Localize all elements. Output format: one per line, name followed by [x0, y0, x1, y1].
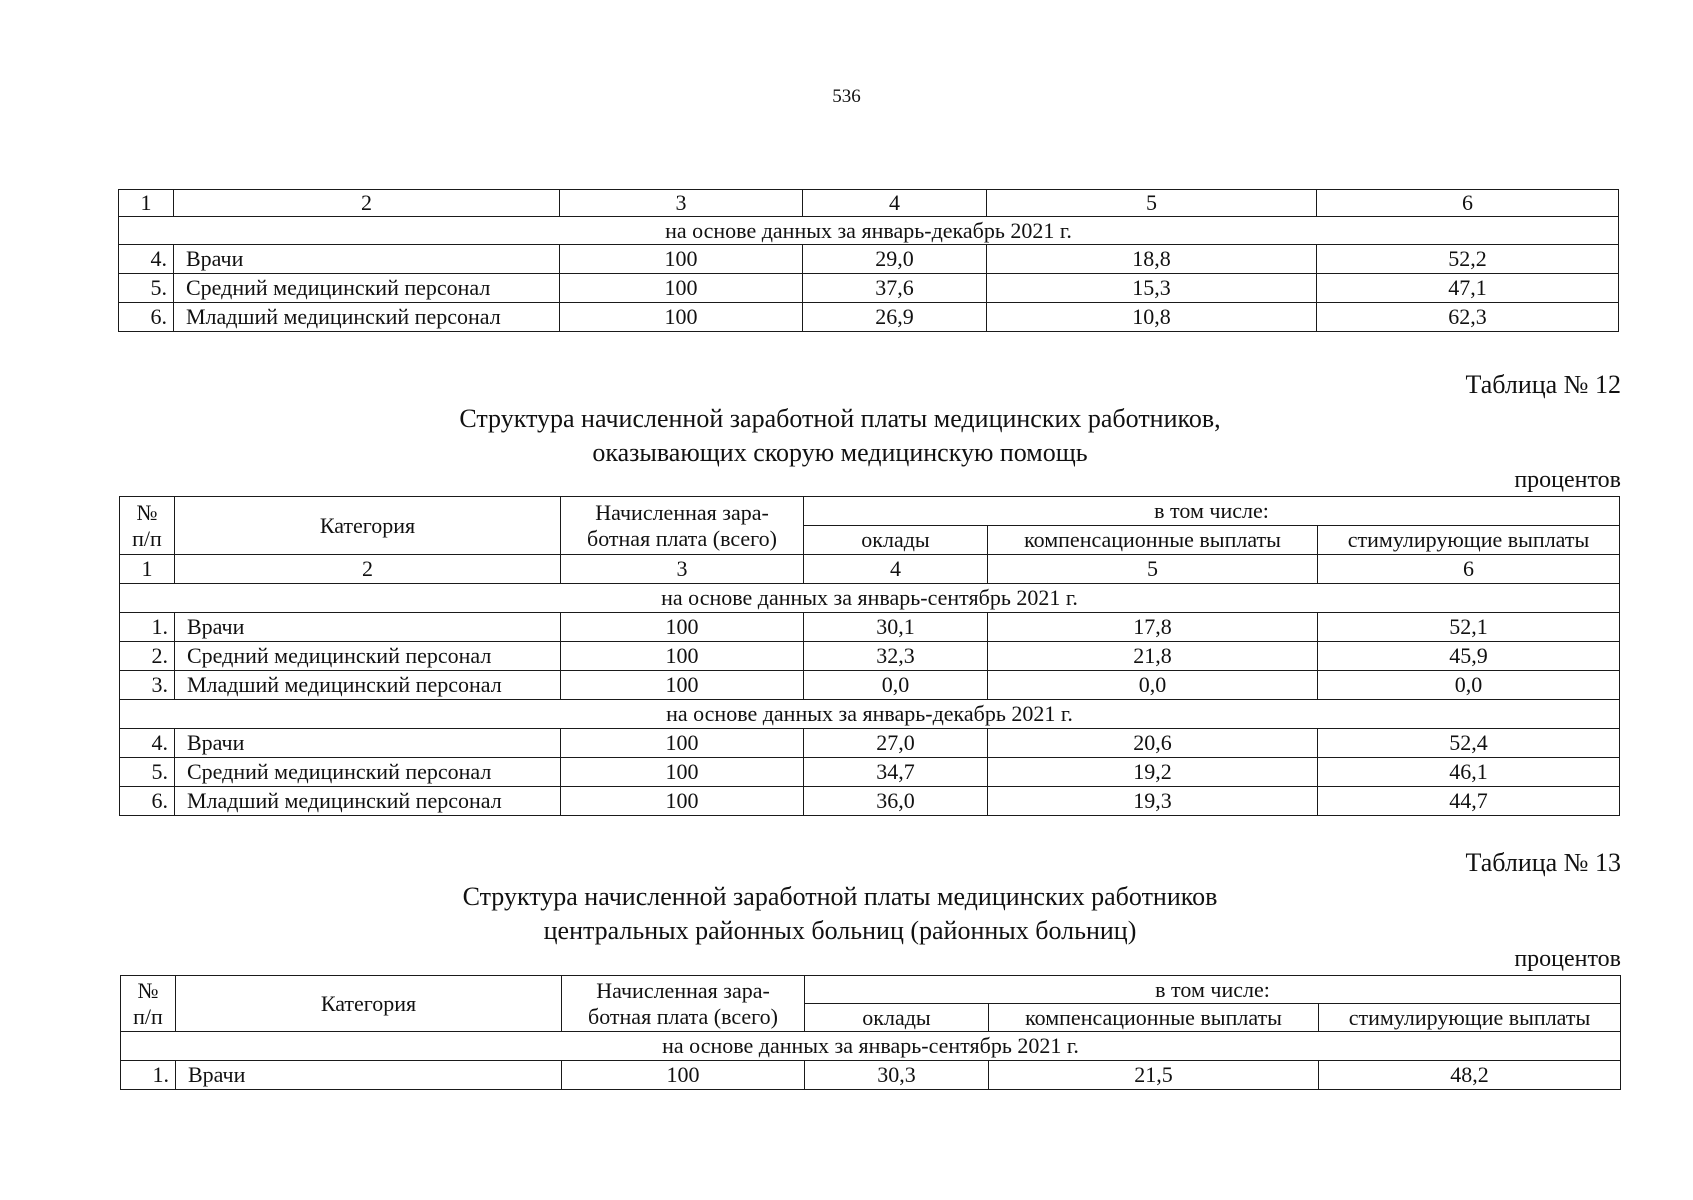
colnum-cell: 2	[174, 190, 560, 217]
section-label: на основе данных за январь-декабрь 2021 г.	[120, 700, 1620, 729]
section-row	[119, 217, 1619, 245]
row-salary: 36,0	[804, 787, 988, 816]
row-total: 100	[562, 1061, 805, 1090]
colnum-cell: 1	[120, 555, 175, 584]
header-salary: оклады	[804, 526, 988, 555]
row-incentive: 52,1	[1318, 613, 1620, 642]
row-compensation: 18,8	[987, 245, 1317, 274]
table-row	[120, 642, 1620, 671]
row-salary: 32,3	[804, 642, 988, 671]
table-row	[120, 671, 1620, 700]
row-category: Врачи	[176, 1061, 562, 1090]
header-salary: оклады	[805, 1004, 989, 1032]
table-13-number: Таблица № 13	[1465, 848, 1621, 877]
table-row	[120, 613, 1620, 642]
row-salary: 29,0	[803, 245, 987, 274]
colnum-cell: 3	[561, 555, 804, 584]
row-index: 5.	[120, 758, 175, 787]
row-total: 100	[560, 245, 803, 274]
row-category: Средний медицинский персонал	[174, 274, 560, 303]
header-number-line1: №	[137, 978, 159, 1004]
colnum-cell: 4	[803, 190, 987, 217]
colnum-cell: 5	[987, 190, 1317, 217]
table-13-title-line2: центральных районных больниц (районных больниц)	[543, 915, 1137, 945]
header-total-line1: Начисленная зара-	[595, 500, 769, 526]
header-incentive: стимулирующие выплаты	[1318, 526, 1620, 555]
row-compensation: 15,3	[987, 274, 1317, 303]
table-12-unit: процентов	[1514, 467, 1621, 493]
table-12-title-line1: Структура начисленной заработной платы медицинских работников,	[459, 404, 1221, 433]
row-incentive: 46,1	[1318, 758, 1620, 787]
colnum-cell: 4	[804, 555, 988, 584]
header-incentive: стимулирующие выплаты	[1319, 1004, 1621, 1032]
row-category: Врачи	[175, 729, 561, 758]
header-category: Категория	[176, 976, 562, 1032]
row-index: 1.	[121, 1061, 176, 1090]
row-compensation: 19,2	[988, 758, 1318, 787]
row-compensation: 17,8	[988, 613, 1318, 642]
colnum-cell: 6	[1317, 190, 1619, 217]
colnum-cell: 6	[1318, 555, 1620, 584]
row-incentive: 52,4	[1318, 729, 1620, 758]
header-including: в том числе:	[805, 976, 1621, 1004]
row-salary: 26,9	[803, 303, 987, 332]
table-row	[119, 303, 1619, 332]
row-total: 100	[561, 787, 804, 816]
section-label: на основе данных за январь-сентябрь 2021 г.	[121, 1032, 1621, 1061]
row-category: Средний медицинский персонал	[175, 758, 561, 787]
header-category: Категория	[175, 497, 561, 555]
row-total: 100	[560, 303, 803, 332]
row-compensation: 21,8	[988, 642, 1318, 671]
row-total: 100	[561, 613, 804, 642]
row-index: 4.	[120, 729, 175, 758]
table-12-number: Таблица № 12	[1465, 370, 1621, 399]
header-total-line1: Начисленная зара-	[596, 978, 770, 1004]
colnum-cell: 5	[988, 555, 1318, 584]
row-compensation: 21,5	[989, 1061, 1319, 1090]
table-13-unit: процентов	[1514, 946, 1621, 972]
row-incentive: 44,7	[1318, 787, 1620, 816]
row-incentive: 62,3	[1317, 303, 1619, 332]
table-row	[120, 729, 1620, 758]
table-row	[119, 274, 1619, 303]
row-salary: 30,1	[804, 613, 988, 642]
row-index: 6.	[119, 303, 174, 332]
row-index: 2.	[120, 642, 175, 671]
row-incentive: 45,9	[1318, 642, 1620, 671]
section-row	[120, 700, 1620, 729]
row-index: 4.	[119, 245, 174, 274]
page-number: 536	[832, 86, 861, 107]
column-number-row	[119, 190, 1619, 217]
header-total-line2: ботная плата (всего)	[587, 525, 777, 551]
row-total: 100	[561, 671, 804, 700]
colnum-cell: 1	[119, 190, 174, 217]
row-compensation: 20,6	[988, 729, 1318, 758]
header-compensation: компенсационные выплаты	[988, 526, 1318, 555]
section-row	[121, 1032, 1621, 1061]
row-incentive: 47,1	[1317, 274, 1619, 303]
header-row-1	[121, 976, 1621, 1004]
section-label: на основе данных за январь-декабрь 2021 г.	[119, 217, 1619, 245]
table-row	[120, 758, 1620, 787]
header-number	[121, 976, 176, 1032]
header-number	[120, 497, 175, 555]
row-incentive: 48,2	[1319, 1061, 1621, 1090]
row-total: 100	[561, 758, 804, 787]
header-number-line1: №	[136, 500, 158, 526]
row-compensation: 0,0	[988, 671, 1318, 700]
row-salary: 27,0	[804, 729, 988, 758]
row-index: 1.	[120, 613, 175, 642]
row-incentive: 0,0	[1318, 671, 1620, 700]
header-row-1	[120, 497, 1620, 526]
table-13-title-line1: Структура начисленной заработной платы медицинских работников	[462, 882, 1218, 911]
table-12-title-line2: оказывающих скорую медицинскую помощь	[592, 437, 1088, 467]
table-row	[119, 245, 1619, 274]
row-category: Младший медицинский персонал	[175, 787, 561, 816]
table-row	[120, 787, 1620, 816]
section-row	[120, 584, 1620, 613]
header-compensation: компенсационные выплаты	[989, 1004, 1319, 1032]
table-13-title	[340, 880, 1340, 948]
row-salary: 34,7	[804, 758, 988, 787]
row-compensation: 10,8	[987, 303, 1317, 332]
table-row	[121, 1061, 1621, 1090]
row-category: Врачи	[175, 613, 561, 642]
row-total: 100	[561, 729, 804, 758]
header-total	[562, 976, 805, 1032]
header-including: в том числе:	[804, 497, 1620, 526]
row-incentive: 52,2	[1317, 245, 1619, 274]
header-total-line2: ботная плата (всего)	[588, 1003, 778, 1029]
row-salary: 0,0	[804, 671, 988, 700]
continuation-table	[118, 189, 1619, 332]
row-index: 3.	[120, 671, 175, 700]
table-12-title	[340, 402, 1340, 470]
header-number-line2: п/п	[133, 1003, 163, 1029]
row-index: 5.	[119, 274, 174, 303]
row-category: Врачи	[174, 245, 560, 274]
row-salary: 30,3	[805, 1061, 989, 1090]
row-total: 100	[560, 274, 803, 303]
colnum-cell: 2	[175, 555, 561, 584]
section-label: на основе данных за январь-сентябрь 2021 г.	[120, 584, 1620, 613]
table-12	[119, 496, 1620, 816]
column-number-row	[120, 555, 1620, 584]
table-13	[120, 975, 1621, 1090]
row-salary: 37,6	[803, 274, 987, 303]
row-compensation: 19,3	[988, 787, 1318, 816]
row-total: 100	[561, 642, 804, 671]
row-index: 6.	[120, 787, 175, 816]
row-category: Младший медицинский персонал	[174, 303, 560, 332]
row-category: Младший медицинский персонал	[175, 671, 561, 700]
colnum-cell: 3	[560, 190, 803, 217]
header-total	[561, 497, 804, 555]
row-category: Средний медицинский персонал	[175, 642, 561, 671]
header-number-line2: п/п	[132, 525, 162, 551]
